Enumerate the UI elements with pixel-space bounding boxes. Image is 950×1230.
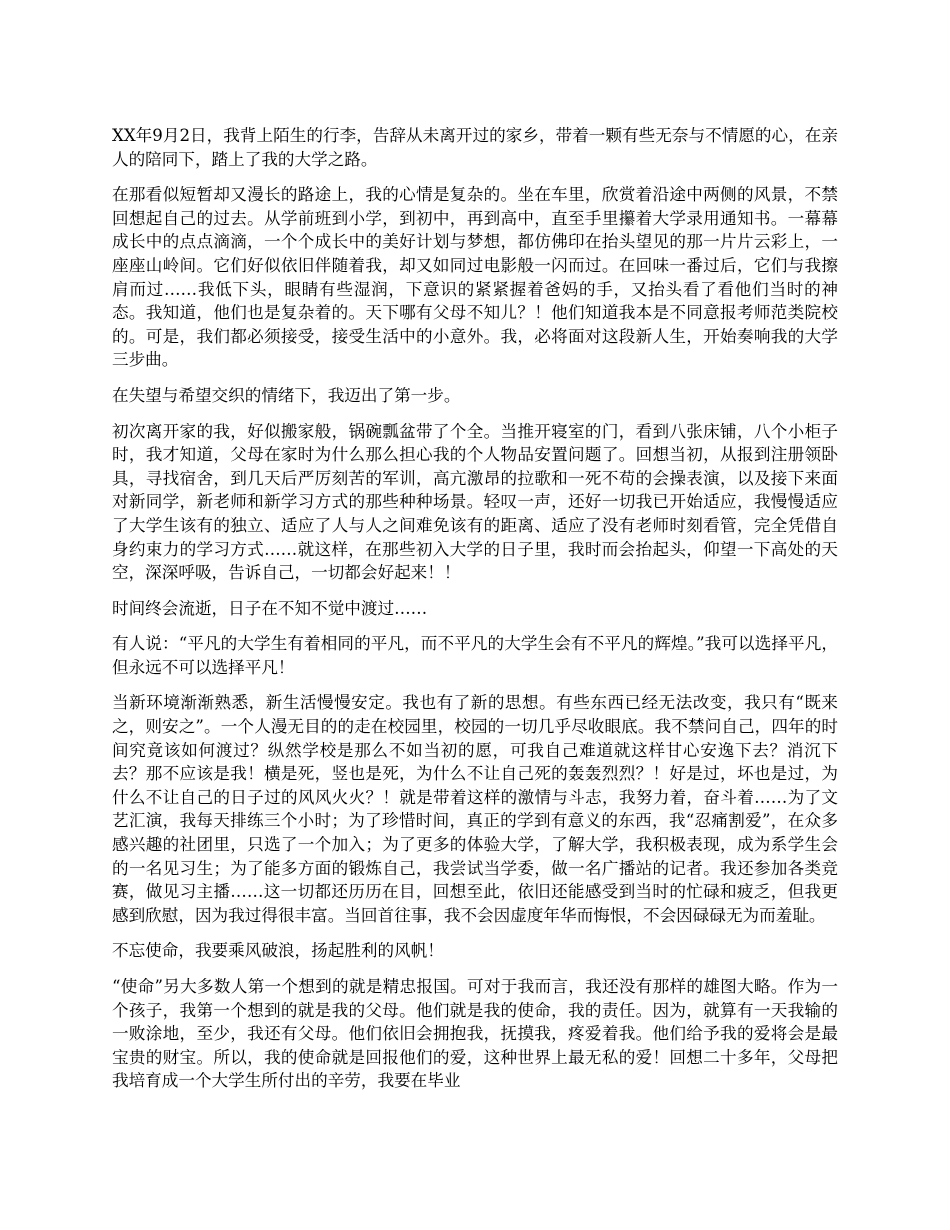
paragraph-2: 在那看似短暂却又漫长的路途上，我的心情是复杂的。坐在车里，欣赏着沿途中两侧的风景，不禁回想起自己的过去。从学前班到小学，到初中，再到高中，直至手里攥着大学录用通知书。一幕幕成长中的点点滴滴，一个个成长中的美好计划与梦想，都仿佛印在抬头望见的那一片片云彩上，一座座山岭间。它们好似依旧伴随着我，却又如同过电影般一闪而过。在回味一番过后，它们与我擦肩而过……我低下头，眼睛有些湿润，下意识的紧紧握着爸妈的手，又抬头看了看他们当时的神态。我知道，他们也是复杂着的。天下哪有父母不知儿？！他们知道我本是不同意报考师范类院校的。可是，我们都必须接受，接受生活中的小意外。我，必将面对这段新人生，开始奏响我的大学三步曲。 — [112, 185, 838, 370]
paragraph-4: 初次离开家的我，好似搬家般，锅碗瓢盆带了个全。当推开寝室的门，看到八张床铺，八个小柜子时，我才知道，父母在家时为什么那么担心我的个人物品安置问题了。回想当初，从报到注册领卧具，寻找宿舍，到几天后严厉刻苦的军训，高亢激昂的拉歌和一死不苟的会操表演，以及接下来面对新同学，新老师和新学习方式的那些种种场景。轻叹一声，还好一切我已开始适应，我慢慢适应了大学生该有的独立、适应了人与人之间难免该有的距离、适应了没有老师时刻看管，完全凭借自身约束力的学习方式……就这样，在那些初入大学的日子里，我时而会抬起头，仰望一下高处的天空，深深呼吸，告诉自己，一切都会好起来！！ — [112, 421, 838, 583]
document-body — [112, 124, 838, 1105]
paragraph-3: 在失望与希望交织的情绪下，我迈出了第一步。 — [112, 385, 461, 405]
paragraph-6: 有人说：“平凡的大学生有着相同的平凡，而不平凡的大学生会有不平凡的辉煌。”我可以选择平凡，但永远不可以选择平凡！ — [112, 634, 838, 677]
paragraph-9: “使命”另大多数人第一个想到的就是精忠报国。可对于我而言，我还没有那样的雄图大略。作为一个孩子，我第一个想到的就是我的父母。他们就是我的使命，我的责任。因为，就算有一天我输的一败涂地，至少，我还有父母。他们依旧会拥抱我，抚摸我，疼爱着我。他们给予我的爱将会是最宝贵的财宝。所以，我的使命就是回报他们的爱，这种世界上最无私的爱！回想二十多年，父母把我培育成一个大学生所付出的辛劳，我要在毕业 — [112, 977, 838, 1091]
paragraph-8: 不忘使命，我要乘风破浪，扬起胜利的风帆！ — [112, 941, 444, 961]
paragraph-1: XX年9月2日，我背上陌生的行李，告辞从未离开过的家乡，带着一颗有些无奈与不情愿的心，在亲人的陪同下，踏上了我的大学之路。 — [112, 126, 838, 169]
paragraph-7: 当新环境渐渐熟悉，新生活慢慢安定。我也有了新的思想。有些东西已经无法改变，我只有“既来之，则安之”。一个人漫无目的的走在校园里，校园的一切几乎尽收眼底。我不禁问自己，四年的时间究竟该如何渡过？纵然学校是那么不如当初的愿，可我自己难道就这样甘心安逸下去？消沉下去？那不应该是我！横是死，竖也是死，为什么不让自己死的轰轰烈烈？！好是过，坏也是过，为什么不让自己的日子过的风风火火？！就是带着这样的激情与斗志，我努力着，奋斗着……为了文艺汇演，我每天排练三个小时；为了珍惜时间，真正的学到有意义的东西，我“忍痛割爱”，在众多感兴趣的社团里，只选了一个加入；为了更多的体验大学，了解大学，我积极表现，成为系学生会的一名见习生；为了能多方面的锻炼自己，我尝试当学委，做一名广播站的记者。我还参加各类竞赛，做见习主播……这一切都还历历在目，回想至此，依旧还能感受到当时的忙碌和疲乏，但我更感到欣慰，因为我过得很丰富。当回首往事，我不会因虚度年华而悔恨，不会因碌碌无为而羞耻。 — [112, 693, 838, 925]
paragraph-5: 时间终会流逝，日子在不知不觉中渡过…… — [112, 598, 428, 618]
